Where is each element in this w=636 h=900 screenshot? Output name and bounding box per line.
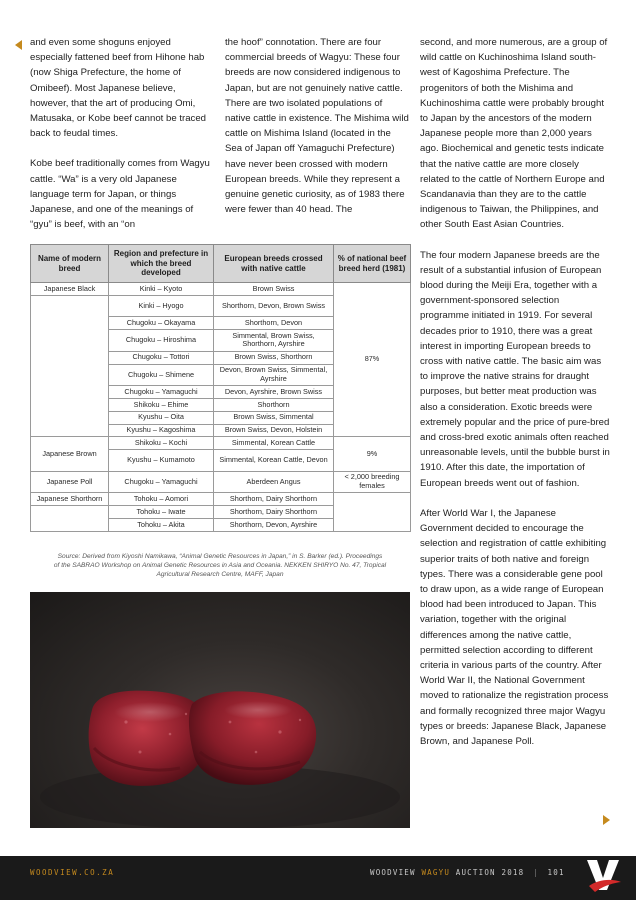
footer-wagyu: WAGYU <box>421 868 451 877</box>
percentage-cell-empty <box>334 493 411 531</box>
crosses-cell: Shorthorn, Dairy Shorthorn <box>214 506 334 519</box>
breed-cell: Japanese Poll <box>31 471 109 493</box>
footer-auction: AUCTION <box>455 868 496 877</box>
header-crosses: European breeds crossed with native cattle <box>214 245 334 283</box>
region-cell: Chugoku – Shimene <box>109 364 214 386</box>
crosses-cell: Brown Swiss <box>214 283 334 296</box>
crosses-cell: Devon, Brown Swiss, Simmental, Ayrshire <box>214 364 334 386</box>
crosses-cell: Devon, Ayrshire, Brown Swiss <box>214 386 334 399</box>
breed-cell: Japanese Brown <box>31 437 109 471</box>
region-cell: Kyushu – Oita <box>109 411 214 424</box>
crosses-cell: Shorthorn, Devon, Brown Swiss <box>214 295 334 317</box>
footer-brand: WOODVIEW <box>370 868 416 877</box>
region-cell: Shikoku – Ehime <box>109 398 214 411</box>
table-row <box>31 283 411 296</box>
text-column-1 <box>30 35 212 232</box>
percentage-cell: 9% <box>334 437 411 471</box>
region-cell: Chugoku – Yamaguchi <box>109 386 214 399</box>
crosses-cell: Aberdeen Angus <box>214 471 334 493</box>
text-column-2 <box>225 35 410 217</box>
breed-cell-empty <box>31 506 109 532</box>
crosses-cell: Brown Swiss, Shorthorn <box>214 351 334 364</box>
page-footer <box>0 856 636 900</box>
paragraph: After World War I, the Japanese Government decided to encourage the selection and registration of cattle exhibiting superior traits of both native and foreign types. There was a considerable gene pool to draw upon, as a wide range of European blood had been introduced to Japan. This variation, together with the original differences among the native cattle, permitted selection according to different criteria in various parts of the country. After World War II, the National Government moved to rationalize the registration process and formally recognized three major Wagyu types or breeds: Japanese Black, Japanese Brown, and Japanese Poll. <box>420 507 609 747</box>
breed-cell-empty <box>31 295 109 437</box>
crosses-cell: Shorthorn, Dairy Shorthorn <box>214 493 334 506</box>
footer-publication-info <box>370 868 570 877</box>
table-row <box>31 471 411 493</box>
table-header-row <box>31 245 411 283</box>
region-cell: Kyushu – Kumamoto <box>109 450 214 472</box>
header-breed: Name of modern breed <box>31 245 109 283</box>
region-cell: Tohoku – Aomori <box>109 493 214 506</box>
region-cell: Chugoku – Tottori <box>109 351 214 364</box>
header-region: Region and prefecture in which the breed developed <box>109 245 214 283</box>
paragraph: The four modern Japanese breeds are the result of a substantial infusion of European blood during the Meiji Era, together with a government-sponsored selection programme initiated in 1919. For several decades prior to 1910, there was a great interest in importing European breeds to cross with native cattle. The basic aim was to improve the native strains for draught purposes, but better meat production was also a consideration. Exotic breeds were extremely popular and the price of pure-bred and cross-bred exotic animals often reached unreasonable levels, until the bubble burst in 1910. After this date, the importation of European breeds went out of fashion. <box>420 249 610 489</box>
region-cell: Tohoku – Iwate <box>109 506 214 519</box>
footer-year: 2018 <box>501 868 525 877</box>
table-source-note <box>30 552 410 579</box>
header-percentage: % of national beef breed herd (1981) <box>334 245 411 283</box>
breed-cell: Japanese Shorthorn <box>31 493 109 506</box>
source-line: of the SABRAO Workshop on Animal Genetic Resources in Asia and Oceania. NEKKEN SHIRYO No. 47, Tropical <box>53 562 387 569</box>
raw-beef-illustration <box>30 592 410 828</box>
continued-arrow-right-icon <box>603 815 610 825</box>
percentage-cell: < 2,000 breeding females <box>334 471 411 493</box>
beef-photo <box>30 592 410 828</box>
region-cell: Kinki – Kyoto <box>109 283 214 296</box>
region-cell: Kyushu – Kagoshima <box>109 424 214 437</box>
breed-cell: Japanese Black <box>31 283 109 296</box>
region-cell: Chugoku – Hiroshima <box>109 330 214 352</box>
crosses-cell: Shorthorn, Devon, Ayrshire <box>214 518 334 531</box>
crosses-cell: Brown Swiss, Simmental <box>214 411 334 424</box>
crosses-cell: Shorthorn, Devon <box>214 317 334 330</box>
footer-separator: | <box>533 868 539 877</box>
breed-table <box>30 244 411 532</box>
paragraph: Kobe beef traditionally comes from Wagyu cattle. “Wa” is a very old Japanese language term for Japan, or things Japanese, and one of the meanings of “gyu” is beef, with an “on <box>30 158 210 231</box>
crosses-cell: Simmental, Korean Cattle <box>214 437 334 450</box>
source-line: Source: Derived from Kiyoshi Namikawa, “Animal Genetic Resources in Japan,” in S. Barker (ed.). Proceedings <box>57 553 383 560</box>
region-cell: Chugoku – Okayama <box>109 317 214 330</box>
text-column-3 <box>420 35 610 749</box>
continued-arrow-left-icon <box>15 40 22 50</box>
footer-website-link[interactable]: WOODVIEW.CO.ZA <box>30 868 115 877</box>
table-row <box>31 493 411 506</box>
paragraph: the hoof” connotation. There are four commercial breeds of Wagyu: These four breeds are now considered indigenous to Japan, but are not genuinely native cattle. There are two isolated populations of native cattle in existence. The Mishima wild cattle on Mishima Island (located in the Sea of Japan off Yamaguchi Prefecture) have never been crossed with modern European breeds. While they represent a genuine genetic curiosity, as of 1983 there were fewer than 40 head. The <box>225 37 409 216</box>
region-cell: Kinki – Hyogo <box>109 295 214 317</box>
crosses-cell: Shorthorn <box>214 398 334 411</box>
footer-page-number: 101 <box>547 868 565 877</box>
crosses-cell: Simmental, Korean Cattle, Devon <box>214 450 334 472</box>
region-cell: Chugoku – Yamaguchi <box>109 471 214 493</box>
paragraph: second, and more numerous, are a group of wild cattle on Kuchinoshima Island south-west of Kagoshima Prefecture. The progenitors of both the Mishima and Kuchinoshima cattle were probably brought to Japan by the ancestors of the modern Japanese people more than 2,000 years ago. Biochemical and genetic tests indicate that the native cattle are more closely related to the cattle of Northern Europe and Scandanavia than they are to the cattle indigenous to Taiwan, the Philippines, and other South East Asian Countries. <box>420 37 608 231</box>
crosses-cell: Simmental, Brown Swiss, Shorthorn, Ayrshire <box>214 330 334 352</box>
region-cell: Shikoku – Kochi <box>109 437 214 450</box>
breed-table-container <box>30 244 410 532</box>
table-row <box>31 437 411 450</box>
source-line: Agricultural Research Centre, MAFF, Japan <box>156 571 284 578</box>
woodview-logo-icon <box>583 856 623 896</box>
crosses-cell: Brown Swiss, Devon, Holstein <box>214 424 334 437</box>
region-cell: Tohoku – Akita <box>109 518 214 531</box>
percentage-cell: 87% <box>334 283 411 437</box>
paragraph: and even some shoguns enjoyed especially fattened beef from Hihone hab (now Shiga Prefecture, the home of Omibeef). Most Japanese believe, however, that the art of producing Omi, Matusaka, or Kobe beef cannot be traced back to feudal times. <box>30 37 206 140</box>
